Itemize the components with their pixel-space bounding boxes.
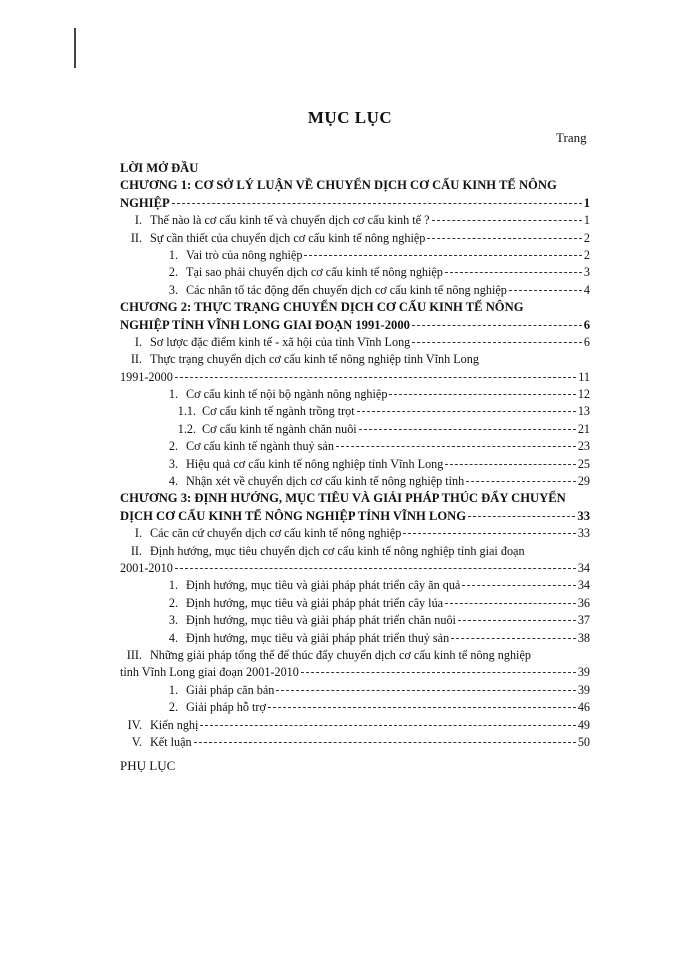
toc-entry [120, 577, 590, 594]
toc-entry-number: 2. [168, 265, 178, 280]
toc-entry-label [120, 386, 387, 403]
toc-entry-text: NGHIỆP [120, 195, 170, 210]
toc-entry-text: Vai trò của nông nghiệp [186, 247, 303, 262]
toc-entry [120, 386, 590, 403]
toc-entry-text: Cơ cấu kinh tế ngành trồng trọt [202, 404, 355, 419]
toc-entry-label [120, 160, 198, 177]
toc-entry-number: 2. [168, 700, 178, 715]
dot-leader [304, 255, 581, 256]
toc-entry-text: Các căn cứ chuyển dịch cơ cấu kinh tế nông nghiệp [150, 526, 402, 541]
toc-page-number: 1 [583, 195, 590, 210]
toc-page-number: 23 [577, 439, 590, 454]
toc-page-number: 38 [577, 630, 590, 645]
toc-page-number: 39 [577, 665, 590, 680]
toc-entry [120, 595, 590, 612]
toc-entry-text: Định hướng, mục tiêu và giải pháp phát triển thuỷ sản [186, 630, 450, 645]
toc-entry-number: II. [130, 230, 142, 245]
toc-page-number: 29 [577, 474, 590, 489]
dot-leader [194, 742, 576, 743]
toc-entry [120, 630, 590, 647]
dot-leader [172, 203, 582, 204]
table-of-contents [120, 160, 590, 751]
toc-entry-text: CHƯƠNG 3: ĐỊNH HƯỚNG, MỤC TIÊU VÀ GIẢI PHÁP THÚC ĐẨY CHUYỂN [120, 491, 566, 506]
toc-entry-number: 4. [168, 630, 178, 645]
toc-entry-text: LỜI MỞ ĐẦU [120, 161, 199, 175]
toc-page-number: 12 [577, 387, 590, 402]
toc-entry-label [120, 734, 192, 751]
toc-entry-label [120, 664, 299, 681]
toc-entry-number: III. [126, 647, 142, 662]
toc-entry-number: 2. [168, 439, 178, 454]
toc-entry [120, 456, 590, 473]
toc-entry-number: II. [130, 543, 142, 558]
toc-entry-text: NGHIỆP TỈNH VĨNH LONG GIAI ĐOẠN 1991-2000 [120, 317, 410, 332]
toc-entry [120, 508, 590, 525]
toc-entry-label [120, 508, 466, 525]
toc-entry-text: Định hướng, mục tiêu chuyển dịch cơ cấu kinh tế nông nghiệp tỉnh giai đoạn [150, 543, 525, 558]
toc-entry-number: I. [134, 213, 142, 228]
toc-page-number: 37 [577, 613, 590, 628]
toc-entry-text: tỉnh Vĩnh Long giai đoạn 2001-2010 [120, 665, 299, 680]
toc-page-number: 34 [577, 578, 590, 593]
toc-entry-text: DỊCH CƠ CẤU KINH TẾ NÔNG NGHIỆP TỈNH VĨNH LONG [120, 508, 467, 523]
dot-leader [466, 481, 576, 482]
toc-page-number: 46 [577, 700, 590, 715]
toc-entry-text: 2001-2010 [120, 560, 173, 575]
toc-entry-label [120, 473, 464, 490]
toc-page-number: 11 [578, 369, 590, 384]
dot-leader [509, 290, 582, 291]
toc-entry [120, 543, 590, 560]
toc-entry-number: 1. [168, 387, 178, 402]
toc-page-number: 39 [577, 682, 590, 697]
toc-entry [120, 734, 590, 751]
toc-entry-label [120, 403, 355, 420]
toc-entry-label [120, 699, 266, 716]
toc-entry-text: Các nhân tố tác động đến chuyển dịch cơ cấu kinh tế nông nghiệp [186, 282, 507, 297]
scan-artifact [74, 28, 76, 68]
toc-entry [120, 612, 590, 629]
page-title: MỤC LỤC [307, 108, 393, 127]
toc-page-number: 2 [583, 230, 590, 245]
toc-entry-text: Những giải pháp tổng thể để thúc đẩy chuyển dịch cơ cấu kinh tế nông nghiệp [150, 647, 531, 662]
toc-entry-label [120, 247, 302, 264]
toc-entry-text: Nhận xét về chuyển dịch cơ cấu kinh tế nông nghiệp tỉnh [186, 474, 465, 489]
toc-entry [120, 230, 590, 247]
toc-entry-number: V. [131, 734, 142, 749]
toc-entry-label [120, 195, 170, 212]
toc-entry [120, 664, 590, 681]
toc-entry-number: 2. [168, 595, 178, 610]
toc-entry-label [120, 282, 507, 299]
toc-page-number: 34 [577, 560, 590, 575]
dot-leader [357, 411, 576, 412]
dot-leader [359, 429, 576, 430]
toc-page-number: 36 [577, 595, 590, 610]
toc-page-number: 50 [577, 734, 590, 749]
toc-entry [120, 560, 590, 577]
toc-entry [120, 717, 590, 734]
dot-leader [462, 585, 575, 586]
toc-entry-label [120, 456, 443, 473]
toc-page-number: 6 [583, 334, 590, 349]
toc-entry-number: IV. [127, 717, 142, 732]
toc-entry-label [120, 212, 430, 229]
dot-leader [412, 342, 582, 343]
toc-entry [120, 421, 590, 438]
toc-entry-label [120, 543, 525, 560]
toc-entry-text: Cơ cấu kinh tế ngành thuỷ sản [186, 439, 334, 454]
toc-entry-text: Định hướng, mục tiêu và giải pháp phát triển cây ăn quả [186, 578, 461, 593]
toc-entry-text: Sự cần thiết của chuyển dịch cơ cấu kinh tế nông nghiệp [150, 230, 426, 245]
toc-entry-label [120, 369, 173, 386]
dot-leader [268, 707, 576, 708]
toc-entry [120, 490, 590, 507]
toc-entry [120, 699, 590, 716]
toc-entry-number: 1. [168, 578, 178, 593]
toc-entry-text: Định hướng, mục tiêu và giải pháp phát triển cây lúa [186, 595, 444, 610]
dot-leader [276, 690, 575, 691]
toc-entry-text: Hiệu quả cơ cấu kinh tế nông nghiệp tỉnh Vĩnh Long [186, 456, 444, 471]
toc-entry-label [120, 577, 460, 594]
toc-entry-label [120, 299, 524, 316]
toc-entry [120, 195, 590, 212]
toc-entry-label [120, 595, 443, 612]
dot-leader [445, 272, 582, 273]
toc-entry-label [120, 421, 357, 438]
toc-page-number: 1 [583, 213, 590, 228]
toc-entry-text: Tại sao phải chuyển dịch cơ cấu kinh tế nông nghiệp [186, 265, 443, 280]
toc-entry-text: Thực trạng chuyển dịch cơ cấu kinh tế nông nghiệp tỉnh Vĩnh Long [150, 352, 479, 367]
toc-entry [120, 473, 590, 490]
dot-leader [412, 325, 582, 326]
toc-page-number: 25 [577, 456, 590, 471]
toc-entry-label [120, 177, 557, 194]
toc-entry-number: 4. [168, 474, 178, 489]
dot-leader [200, 725, 575, 726]
toc-entry-number: 1. [168, 247, 178, 262]
toc-entry-label [120, 647, 531, 664]
toc-entry-number: I. [134, 334, 142, 349]
toc-entry [120, 647, 590, 664]
toc-entry-number: 1. [168, 682, 178, 697]
toc-entry-number: 3. [168, 613, 178, 628]
dot-leader [451, 638, 576, 639]
toc-entry-label [120, 682, 274, 699]
toc-entry-label [120, 264, 443, 281]
toc-entry-text: Kết luận [150, 734, 192, 749]
toc-entry-text: CHƯƠNG 1: CƠ SỞ LÝ LUẬN VỀ CHUYỂN DỊCH CƠ CẤU KINH TẾ NÔNG [120, 178, 557, 193]
toc-entry [120, 264, 590, 281]
toc-entry-text: 1991-2000 [120, 369, 173, 384]
appendix-heading: PHỤ LỤC [120, 758, 176, 773]
toc-entry [120, 247, 590, 264]
dot-leader [389, 394, 575, 395]
toc-entry-label [120, 560, 173, 577]
dot-leader [175, 377, 576, 378]
toc-page-number: 33 [577, 526, 590, 541]
toc-page-number: 6 [583, 317, 590, 332]
dot-leader [175, 568, 576, 569]
toc-entry-label [120, 438, 334, 455]
toc-entry-text: Kiến nghị [150, 717, 199, 732]
toc-entry-number: I. [134, 526, 142, 541]
toc-entry-number: 3. [168, 282, 178, 297]
toc-page-number: 33 [577, 508, 590, 523]
toc-page-number: 49 [577, 717, 590, 732]
toc-page-number: 21 [577, 421, 590, 436]
dot-leader [403, 533, 576, 534]
toc-page-number: 4 [583, 282, 590, 297]
toc-entry-label [120, 717, 198, 734]
toc-entry [120, 351, 590, 368]
toc-entry-number: 1.1. [177, 404, 196, 419]
toc-entry-label [120, 490, 566, 507]
dot-leader [432, 220, 582, 221]
toc-entry [120, 682, 590, 699]
toc-page-number: 13 [577, 404, 590, 419]
toc-entry [120, 334, 590, 351]
dot-leader [445, 603, 576, 604]
dot-leader [458, 620, 576, 621]
toc-entry-label [120, 525, 401, 542]
dot-leader [427, 238, 582, 239]
toc-entry-text: Giải pháp hỗ trợ [186, 700, 266, 715]
dot-leader [336, 446, 576, 447]
toc-page-number: 2 [583, 247, 590, 262]
toc-entry [120, 438, 590, 455]
toc-entry-text: Giải pháp căn bản [186, 682, 275, 697]
toc-entry-label [120, 334, 410, 351]
toc-entry-label [120, 612, 456, 629]
toc-entry-number: II. [130, 352, 142, 367]
toc-entry-label [120, 630, 449, 647]
toc-entry [120, 212, 590, 229]
toc-entry [120, 282, 590, 299]
toc-entry-label [120, 351, 479, 368]
toc-entry [120, 403, 590, 420]
toc-entry-number: 3. [168, 456, 178, 471]
dot-leader [445, 464, 575, 465]
toc-entry-text: Định hướng, mục tiêu và giải pháp phát triển chăn nuôi [186, 613, 456, 628]
toc-entry [120, 317, 590, 334]
toc-entry-text: Cơ cấu kinh tế nội bộ ngành nông nghiệp [186, 387, 388, 402]
toc-entry [120, 177, 590, 194]
toc-entry-text: Cơ cấu kinh tế ngành chăn nuôi [202, 421, 357, 436]
toc-entry-text: Thế nào là cơ cấu kinh tế và chuyển dịch cơ cấu kinh tế ? [150, 213, 430, 228]
toc-entry-text: Sơ lược đặc điểm kinh tế - xã hội của tỉnh Vĩnh Long [150, 334, 411, 349]
toc-entry-text: CHƯƠNG 2: THỰC TRẠNG CHUYỂN DỊCH CƠ CẤU KINH TẾ NÔNG [120, 300, 524, 315]
toc-entry [120, 299, 590, 316]
toc-entry [120, 369, 590, 386]
toc-entry-label [120, 317, 410, 334]
toc-entry [120, 525, 590, 542]
toc-entry-number: 1.2. [177, 421, 196, 436]
dot-leader [468, 516, 575, 517]
dot-leader [301, 672, 576, 673]
toc-entry-label [120, 230, 425, 247]
toc-page-number: 3 [583, 265, 590, 280]
toc-entry [120, 160, 590, 177]
page-column-header: Trang [556, 130, 587, 145]
